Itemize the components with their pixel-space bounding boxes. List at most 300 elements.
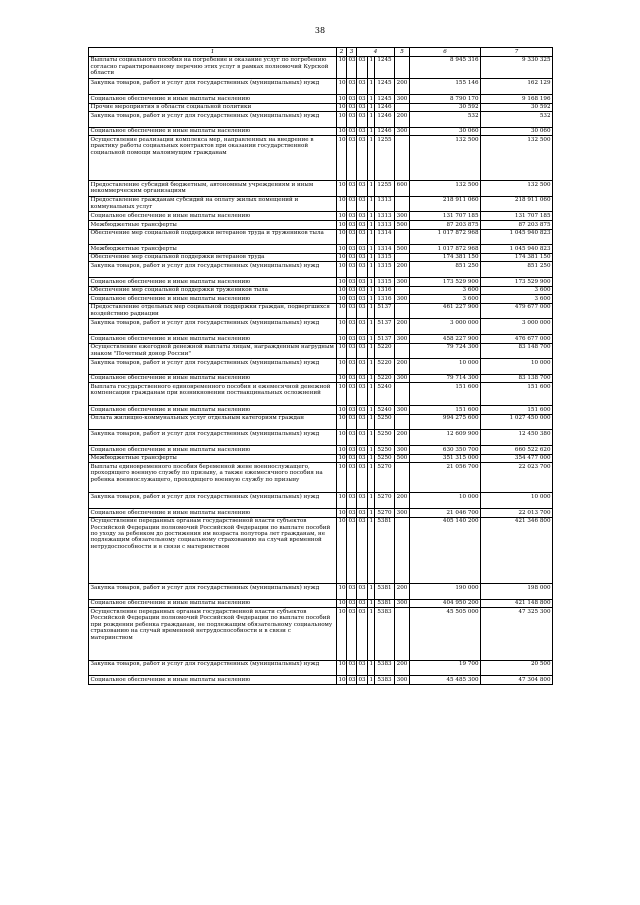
subprogram-code: 1 xyxy=(368,136,375,181)
table-row xyxy=(89,56,553,79)
subsection-code: 03 xyxy=(347,56,357,79)
row-name: Социальное обеспечение и иные выплаты населению xyxy=(89,446,337,455)
table-row xyxy=(89,383,553,406)
subprogram-code: 1 xyxy=(369,213,374,220)
table-row xyxy=(89,112,553,128)
table-row xyxy=(89,676,553,685)
subsection-code: 03 xyxy=(348,213,356,220)
target-code: 5250 xyxy=(375,430,395,446)
subsection-code: 03 xyxy=(347,414,357,430)
expense-type-code: 300 xyxy=(395,95,410,104)
section-code: 10 xyxy=(337,660,347,676)
amount-year-2: 660 522 620 xyxy=(481,446,553,455)
row-name: Осуществление реализации комплекса мер, направленных на внедрение в практику работы социальных контрактов при оказании государственной социальной помощи малоимущим гражданам xyxy=(89,136,337,181)
target-code: 1315 xyxy=(375,278,395,287)
program-code: 03 xyxy=(357,196,368,212)
expense-type-code: 300 xyxy=(395,508,410,517)
table-row xyxy=(89,430,553,446)
amount-year-2: 9 330 325 xyxy=(481,56,553,79)
expense-type-code: 200 xyxy=(395,112,410,128)
table-row xyxy=(89,136,553,181)
budget-table xyxy=(88,47,553,685)
amount-year-1: 131 707 185 xyxy=(410,212,481,221)
row-name: Оплата жилищно-коммунальных услуг отдельным категориям граждан xyxy=(89,414,337,430)
program-code: 03 xyxy=(358,600,366,607)
row-name: Обеспечение мер социальной поддержки ветеранов труда xyxy=(89,253,337,262)
amount-year-1: 405 140 200 xyxy=(410,517,481,584)
program-code: 03 xyxy=(357,608,368,660)
amount-year-2: 22 013 700 xyxy=(481,508,553,517)
row-name: Социальное обеспечение и иные выплаты населению xyxy=(89,676,337,685)
amount-year-2: 132 500 xyxy=(481,136,553,181)
amount-year-2: 83 148 700 xyxy=(481,343,553,359)
row-name: Предоставление гражданам субсидий на оплату жилых помещений и коммунальных услуг xyxy=(89,196,337,212)
target-code: 1245 xyxy=(375,56,395,79)
target-code: 1313 xyxy=(375,221,395,230)
subprogram-code: 1 xyxy=(369,278,374,285)
section-code: 10 xyxy=(337,181,347,197)
expense-type-code xyxy=(395,229,410,245)
section-code: 10 xyxy=(337,319,347,335)
table-row xyxy=(89,414,553,430)
subprogram-code: 1 xyxy=(368,319,375,335)
expense-type-code xyxy=(395,608,410,660)
header-cell: 1 xyxy=(89,48,337,57)
expense-type-code xyxy=(395,253,410,262)
amount-year-2: 421 148 800 xyxy=(481,599,553,608)
amount-year-2: 20 500 xyxy=(481,660,553,676)
subsection-code: 03 xyxy=(347,181,357,197)
expense-type-code: 500 xyxy=(395,454,410,463)
subprogram-code: 1 xyxy=(369,287,374,294)
amount-year-1: 10 000 xyxy=(410,493,481,509)
subsection-code: 03 xyxy=(348,254,356,261)
subsection-code: 03 xyxy=(348,287,356,294)
table-row xyxy=(89,374,553,383)
amount-year-2: 83 138 700 xyxy=(481,374,553,383)
table-row xyxy=(89,599,553,608)
subprogram-code: 1 xyxy=(368,430,375,446)
subprogram-code: 1 xyxy=(369,245,374,252)
program-code: 03 xyxy=(357,493,368,509)
target-code: 5240 xyxy=(375,406,395,415)
target-code: 1315 xyxy=(375,253,395,262)
program-code: 03 xyxy=(358,278,366,285)
amount-year-1: 151 600 xyxy=(410,383,481,406)
amount-year-1: 174 381 150 xyxy=(410,253,481,262)
amount-year-1: 190 000 xyxy=(410,584,481,600)
expense-type-code: 300 xyxy=(395,446,410,455)
target-code: 1245 xyxy=(375,79,395,95)
row-name: Межбюджетные трансферты xyxy=(89,454,337,463)
section-code: 10 xyxy=(337,430,347,446)
program-code: 03 xyxy=(358,335,366,342)
section-code: 10 xyxy=(337,56,347,79)
amount-year-2: 198 000 xyxy=(481,584,553,600)
program-code: 03 xyxy=(358,676,366,683)
target-code: 5220 xyxy=(375,359,395,375)
amount-year-2: 47 325 300 xyxy=(481,608,553,660)
amount-year-2: 1 045 940 823 xyxy=(481,229,553,245)
table-row xyxy=(89,79,553,95)
expense-type-code xyxy=(395,463,410,493)
subsection-code: 03 xyxy=(348,128,356,135)
section-code: 10 xyxy=(338,104,346,111)
subsection-code: 03 xyxy=(347,463,357,493)
target-code: 5383 xyxy=(375,676,395,685)
subsection-code: 03 xyxy=(348,375,356,382)
subprogram-code: 1 xyxy=(368,56,375,79)
header-cell: 6 xyxy=(410,48,481,57)
subprogram-code: 1 xyxy=(368,660,375,676)
target-code: 5137 xyxy=(375,303,395,319)
subsection-code: 03 xyxy=(347,517,357,584)
expense-type-code xyxy=(395,517,410,584)
expense-type-code xyxy=(395,103,410,112)
expense-type-code: 600 xyxy=(395,181,410,197)
section-code: 10 xyxy=(337,493,347,509)
program-code: 03 xyxy=(358,245,366,252)
page-number: 38 xyxy=(314,26,326,35)
expense-type-code: 500 xyxy=(395,221,410,230)
target-code: 1315 xyxy=(375,262,395,278)
target-code: 5381 xyxy=(375,599,395,608)
amount-year-2: 151 600 xyxy=(481,383,553,406)
subsection-code: 03 xyxy=(348,406,356,413)
row-name: Закупка товаров, работ и услуг для государственных (муниципальных) нужд xyxy=(89,660,337,676)
row-name: Социальное обеспечение и иные выплаты населению xyxy=(89,278,337,287)
table-row xyxy=(89,608,553,660)
expense-type-code: 300 xyxy=(395,599,410,608)
row-name: Предоставление отдельных мер социальной поддержки граждан, подвергшихся воздействию радиации xyxy=(89,303,337,319)
row-name: Осуществление переданных органам государственной власти субъектов Российской Федерации полномочий Российской Федерации по выплате пособий по уходу за ребенком до достижения им возраста полутора лет гражданам, не подлежащим обязательному социальному страхованию на случай временной нетрудоспособности и в связи с материнством xyxy=(89,517,337,584)
table-row xyxy=(89,303,553,319)
section-code: 10 xyxy=(338,375,346,382)
amount-year-2: 354 477 000 xyxy=(481,454,553,463)
subprogram-code: 1 xyxy=(369,128,374,135)
subprogram-code: 1 xyxy=(368,303,375,319)
section-code: 10 xyxy=(337,608,347,660)
amount-year-2: 218 911 060 xyxy=(481,196,553,212)
program-code: 03 xyxy=(357,136,368,181)
amount-year-1: 132 500 xyxy=(410,181,481,197)
expense-type-code xyxy=(395,414,410,430)
program-code: 03 xyxy=(357,584,368,600)
amount-year-2: 30 592 xyxy=(481,103,553,112)
amount-year-2: 3 000 000 xyxy=(481,319,553,335)
row-name: Социальное обеспечение и иные выплаты населению xyxy=(89,127,337,136)
program-code: 03 xyxy=(357,303,368,319)
expense-type-code: 200 xyxy=(395,430,410,446)
table-row xyxy=(89,493,553,509)
row-name: Закупка товаров, работ и услуг для государственных (муниципальных) нужд xyxy=(89,79,337,95)
target-code: 5383 xyxy=(375,608,395,660)
expense-type-code xyxy=(395,196,410,212)
program-code: 03 xyxy=(357,262,368,278)
amount-year-1: 45 505 000 xyxy=(410,608,481,660)
section-code: 10 xyxy=(338,295,346,302)
program-code: 03 xyxy=(358,295,366,302)
program-code: 03 xyxy=(358,509,366,516)
subprogram-code: 1 xyxy=(368,343,375,359)
subsection-code: 03 xyxy=(347,359,357,375)
row-name: Социальное обеспечение и иные выплаты населению xyxy=(89,374,337,383)
row-name: Социальное обеспечение и иные выплаты населению xyxy=(89,508,337,517)
header-cell: 4 xyxy=(357,48,395,57)
subprogram-code: 1 xyxy=(368,262,375,278)
amount-year-1: 8 790 170 xyxy=(410,95,481,104)
program-code: 03 xyxy=(357,79,368,95)
subsection-code: 03 xyxy=(348,600,356,607)
section-code: 10 xyxy=(337,517,347,584)
expense-type-code: 200 xyxy=(395,584,410,600)
section-code: 10 xyxy=(337,383,347,406)
amount-year-2: 421 346 800 xyxy=(481,517,553,584)
expense-type-code: 300 xyxy=(395,406,410,415)
amount-year-1: 1 017 872 968 xyxy=(410,229,481,245)
section-code: 10 xyxy=(337,136,347,181)
program-code: 03 xyxy=(358,406,366,413)
program-code: 03 xyxy=(358,254,366,261)
program-code: 03 xyxy=(357,319,368,335)
amount-year-1: 87 203 875 xyxy=(410,221,481,230)
expense-type-code: 200 xyxy=(395,262,410,278)
amount-year-2: 132 500 xyxy=(481,181,553,197)
table-header-row xyxy=(89,48,553,57)
target-code: 5220 xyxy=(375,343,395,359)
amount-year-2: 87 203 875 xyxy=(481,221,553,230)
amount-year-2: 162 129 xyxy=(481,79,553,95)
table-row xyxy=(89,229,553,245)
subprogram-code: 1 xyxy=(369,375,374,382)
row-name: Социальное обеспечение и иные выплаты населению xyxy=(89,95,337,104)
subsection-code: 03 xyxy=(347,584,357,600)
subsection-code: 03 xyxy=(347,383,357,406)
subprogram-code: 1 xyxy=(369,509,374,516)
section-code: 10 xyxy=(338,335,346,342)
subprogram-code: 1 xyxy=(368,383,375,406)
row-name: Социальное обеспечение и иные выплаты населению xyxy=(89,334,337,343)
amount-year-2: 151 600 xyxy=(481,406,553,415)
subprogram-code: 1 xyxy=(369,221,374,228)
table-row xyxy=(89,103,553,112)
target-code: 5270 xyxy=(375,493,395,509)
amount-year-1: 12 609 900 xyxy=(410,430,481,446)
amount-year-2: 131 707 185 xyxy=(481,212,553,221)
subprogram-code: 1 xyxy=(369,335,374,342)
row-name: Закупка товаров, работ и услуг для государственных (муниципальных) нужд xyxy=(89,319,337,335)
program-code: 03 xyxy=(357,56,368,79)
amount-year-1: 79 724 300 xyxy=(410,343,481,359)
expense-type-code: 200 xyxy=(395,79,410,95)
section-code: 10 xyxy=(338,213,346,220)
table-row xyxy=(89,295,553,304)
expense-type-code xyxy=(395,343,410,359)
target-code: 1316 xyxy=(375,286,395,295)
program-code: 03 xyxy=(358,455,366,462)
program-code: 03 xyxy=(358,104,366,111)
amount-year-2: 3 600 xyxy=(481,295,553,304)
subprogram-code: 1 xyxy=(369,295,374,302)
target-code: 1246 xyxy=(375,112,395,128)
target-code: 5270 xyxy=(375,508,395,517)
program-code: 03 xyxy=(358,446,366,453)
section-code: 10 xyxy=(337,414,347,430)
target-code: 1245 xyxy=(375,95,395,104)
table-row xyxy=(89,463,553,493)
amount-year-2: 532 xyxy=(481,112,553,128)
row-name: Межбюджетные трансферты xyxy=(89,221,337,230)
table-row xyxy=(89,319,553,335)
table-row xyxy=(89,334,553,343)
subsection-code: 03 xyxy=(348,295,356,302)
amount-year-1: 155 146 xyxy=(410,79,481,95)
section-code: 10 xyxy=(337,196,347,212)
target-code: 5383 xyxy=(375,660,395,676)
subprogram-code: 1 xyxy=(368,181,375,197)
amount-year-1: 21 056 700 xyxy=(410,463,481,493)
amount-year-2: 9 168 196 xyxy=(481,95,553,104)
target-code: 5250 xyxy=(375,454,395,463)
table-row xyxy=(89,446,553,455)
subprogram-code: 1 xyxy=(369,455,374,462)
program-code: 03 xyxy=(358,375,366,382)
row-name: Осуществление переданных органам государственной власти субъектов Российской Федерации полномочий Российской Федерации по выплате пособий при рождении ребенка гражданам, не подлежащим обязательному социальному страхованию на случай временной нетрудоспособности и в связи с материнством xyxy=(89,608,337,660)
row-name: Социальное обеспечение и иные выплаты населению xyxy=(89,212,337,221)
row-name: Обеспечение мер социальной поддержки ветеранов труда и тружеников тыла xyxy=(89,229,337,245)
subprogram-code: 1 xyxy=(369,600,374,607)
program-code: 03 xyxy=(358,128,366,135)
target-code: 1313 xyxy=(375,196,395,212)
subsection-code: 03 xyxy=(347,112,357,128)
table-row xyxy=(89,181,553,197)
amount-year-1: 218 911 060 xyxy=(410,196,481,212)
target-code: 1255 xyxy=(375,181,395,197)
amount-year-2: 476 677 000 xyxy=(481,334,553,343)
amount-year-2: 30 060 xyxy=(481,127,553,136)
program-code: 03 xyxy=(357,430,368,446)
table-row xyxy=(89,584,553,600)
program-code: 03 xyxy=(357,463,368,493)
table-row xyxy=(89,196,553,212)
row-name: Осуществление ежегодной денежной выплаты лицам, награжденным нагрудным знаком "Почетный донор России" xyxy=(89,343,337,359)
amount-year-1: 532 xyxy=(410,112,481,128)
program-code: 03 xyxy=(358,213,366,220)
amount-year-2: 22 023 700 xyxy=(481,463,553,493)
subprogram-code: 1 xyxy=(368,608,375,660)
table-row xyxy=(89,517,553,584)
expense-type-code xyxy=(395,136,410,181)
subprogram-code: 1 xyxy=(369,95,374,102)
row-name: Выплата государственного единовременного пособия и ежемесячной денежной компенсации гражданам при возникновении поствакцинальных осложнений xyxy=(89,383,337,406)
row-name: Закупка товаров, работ и услуг для государственных (муниципальных) нужд xyxy=(89,493,337,509)
section-code: 10 xyxy=(338,221,346,228)
amount-year-1: 151 600 xyxy=(410,406,481,415)
program-code: 03 xyxy=(357,517,368,584)
row-name: Обеспечение мер социальной поддержки тружеников тыла xyxy=(89,286,337,295)
subprogram-code: 1 xyxy=(368,196,375,212)
subprogram-code: 1 xyxy=(368,414,375,430)
amount-year-1: 79 714 300 xyxy=(410,374,481,383)
row-name: Закупка товаров, работ и услуг для государственных (муниципальных) нужд xyxy=(89,584,337,600)
expense-type-code xyxy=(395,383,410,406)
table-row xyxy=(89,508,553,517)
amount-year-2: 1 027 450 000 xyxy=(481,414,553,430)
expense-type-code: 300 xyxy=(395,295,410,304)
amount-year-2: 479 677 000 xyxy=(481,303,553,319)
section-code: 10 xyxy=(338,254,346,261)
section-code: 10 xyxy=(337,262,347,278)
row-name: Выплаты единовременного пособия беременной жене военнослужащего, проходящего военную службу по призыву, а также ежемесячного пособия на ребенка военнослужащего, проходящего военную службу по призыву xyxy=(89,463,337,493)
subprogram-code: 1 xyxy=(368,493,375,509)
table-row xyxy=(89,343,553,359)
expense-type-code xyxy=(395,56,410,79)
amount-year-1: 30 592 xyxy=(410,103,481,112)
target-code: 1255 xyxy=(375,136,395,181)
table-row xyxy=(89,359,553,375)
subprogram-code: 1 xyxy=(368,112,375,128)
subsection-code: 03 xyxy=(348,245,356,252)
target-code: 1316 xyxy=(375,295,395,304)
program-code: 03 xyxy=(357,660,368,676)
amount-year-1: 994 275 600 xyxy=(410,414,481,430)
target-code: 5381 xyxy=(375,517,395,584)
target-code: 5137 xyxy=(375,319,395,335)
subsection-code: 03 xyxy=(348,335,356,342)
subsection-code: 03 xyxy=(347,229,357,245)
program-code: 03 xyxy=(357,414,368,430)
amount-year-1: 3 000 000 xyxy=(410,319,481,335)
subsection-code: 03 xyxy=(348,676,356,683)
subsection-code: 03 xyxy=(348,104,356,111)
section-code: 10 xyxy=(337,112,347,128)
subsection-code: 03 xyxy=(347,79,357,95)
table-row xyxy=(89,406,553,415)
target-code: 5250 xyxy=(375,446,395,455)
amount-year-1: 1 017 872 968 xyxy=(410,245,481,254)
program-code: 03 xyxy=(357,343,368,359)
expense-type-code: 300 xyxy=(395,127,410,136)
amount-year-2: 1 045 940 823 xyxy=(481,245,553,254)
subprogram-code: 1 xyxy=(368,229,375,245)
table-row xyxy=(89,221,553,230)
program-code: 03 xyxy=(357,383,368,406)
expense-type-code xyxy=(395,303,410,319)
amount-year-2: 173 529 900 xyxy=(481,278,553,287)
amount-year-1: 851 250 xyxy=(410,262,481,278)
amount-year-2: 10 000 xyxy=(481,493,553,509)
subsection-code: 03 xyxy=(348,455,356,462)
amount-year-2: 12 450 380 xyxy=(481,430,553,446)
amount-year-1: 3 600 xyxy=(410,286,481,295)
row-name: Прочие мероприятия в области социальной политики xyxy=(89,103,337,112)
expense-type-code: 200 xyxy=(395,319,410,335)
subsection-code: 03 xyxy=(347,136,357,181)
subsection-code: 03 xyxy=(347,343,357,359)
amount-year-1: 19 700 xyxy=(410,660,481,676)
target-code: 1246 xyxy=(375,103,395,112)
subsection-code: 03 xyxy=(348,221,356,228)
subprogram-code: 1 xyxy=(368,517,375,584)
section-code: 10 xyxy=(338,676,346,683)
amount-year-1: 45 485 300 xyxy=(410,676,481,685)
amount-year-1: 458 227 900 xyxy=(410,334,481,343)
header-cell: 5 xyxy=(395,48,410,57)
subsection-code: 03 xyxy=(347,196,357,212)
amount-year-1: 630 350 700 xyxy=(410,446,481,455)
table-row xyxy=(89,278,553,287)
row-name: Межбюджетные трансферты xyxy=(89,245,337,254)
